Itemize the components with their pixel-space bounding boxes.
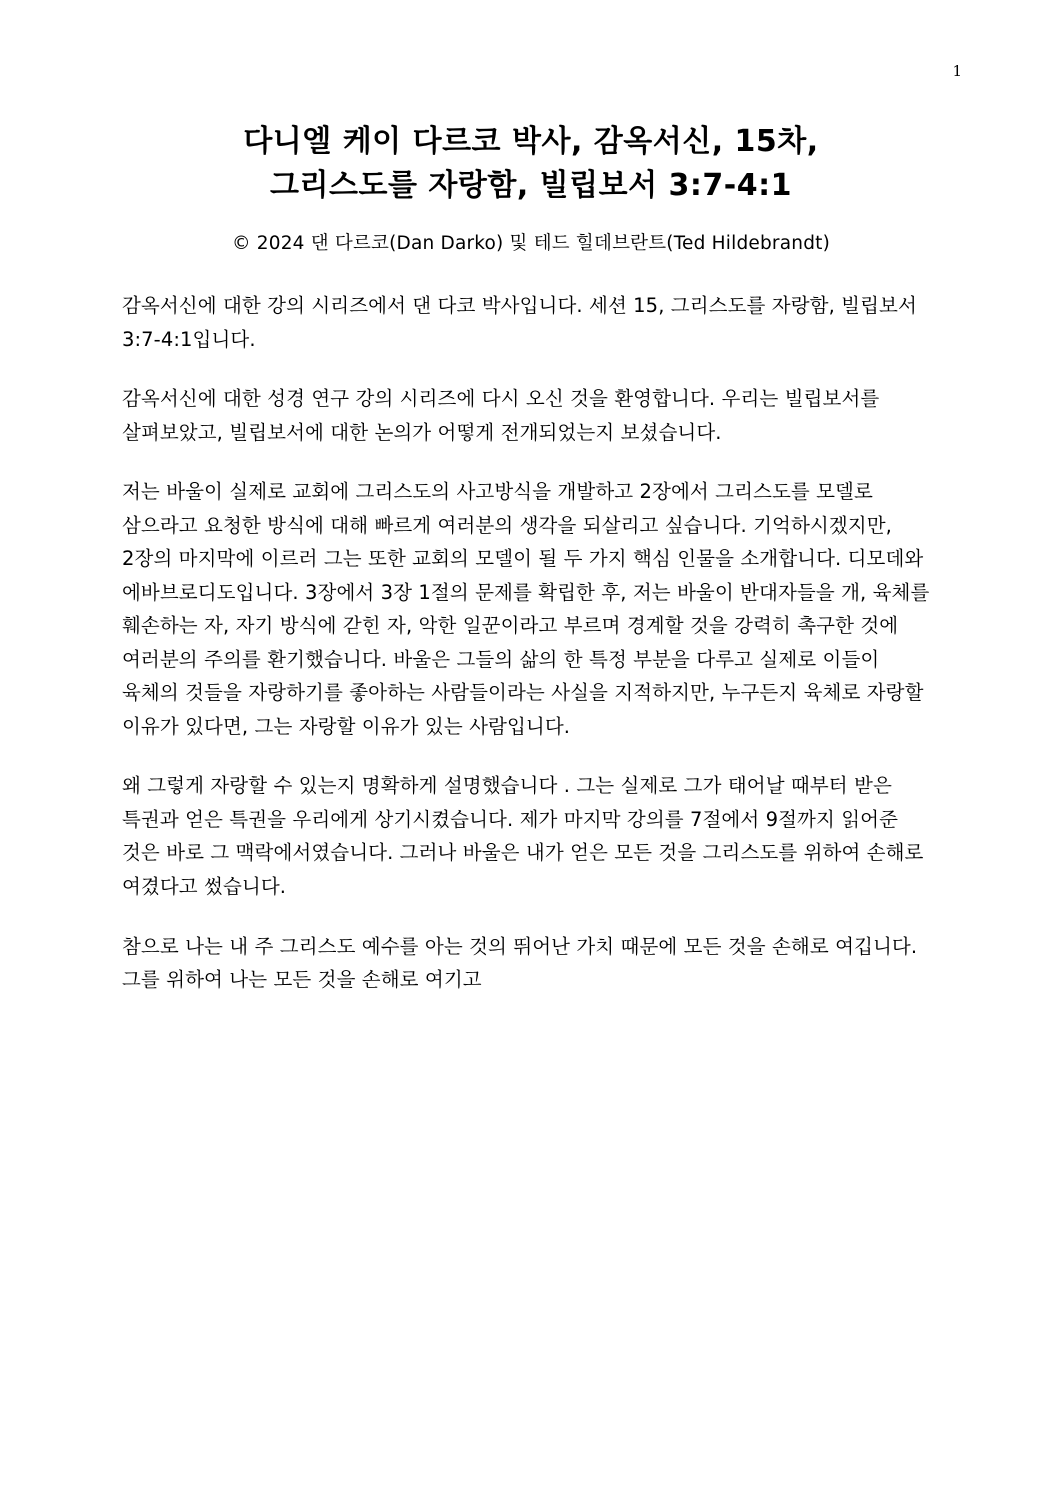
paragraph: 저는 바울이 실제로 교회에 그리스도의 사고방식을 개발하고 2장에서 그리스도를 모델로 삼으라고 요청한 방식에 대해 빠르게 여러분의 생각을 되살리고 싶습니다. 기억하시겠지만, 2장의 마지막에 이르러 그는 또한 교회의 모델이 될 두 가지 핵심 인물을 소개합니다. 디모데와 에바브로디도입니다. 3장에서 3장 1절의 문제를 확립한 후, 저는 바울이 반대자들을 개, 육체를 훼손하는 자, 자기 방식에 갇힌 자, 악한 일꾼이라고 부르며 경계할 것을 강력히 촉구한 것에 여러분의 주의를 환기했습니다. 바울은 그들의 삶의 한 특정 부분을 다루고 실제로 이들이 육체의 것들을 자랑하기를 좋아하는 사람들이라는 사실을 지적하지만, 누구든지 육체로 자랑할 이유가 있다면, 그는 자랑할 이유가 있는 사람입니다. [122, 480, 930, 738]
page-title [122, 120, 940, 207]
paragraph: 왜 그렇게 자랑할 수 있는지 명확하게 설명했습니다 . 그는 실제로 그가 태어날 때부터 받은 특권과 얻은 특권을 우리에게 상기시켰습니다. 제가 마지막 강의를 7절에서 9절까지 읽어준 것은 바로 그 맥락에서였습니다. 그러나 바울은 내가 얻은 모든 것을 그리스도를 위하여 손해로 여겼다고 썼습니다. [122, 774, 924, 898]
page-title-line-2: 그리스도를 자랑함, 빌립보서 3:7-4:1 [270, 167, 792, 203]
paragraph: 감옥서신에 대한 강의 시리즈에서 댄 다코 박사입니다. 세션 15, 그리스도를 자랑함, 빌립보서 3:7-4:1입니다. [122, 294, 917, 351]
paragraph: 감옥서신에 대한 성경 연구 강의 시리즈에 다시 오신 것을 환영합니다. 우리는 빌립보서를 살펴보았고, 빌립보서에 대한 논의가 어떻게 전개되었는지 보셨습니다. [122, 387, 880, 444]
body-text [122, 289, 940, 997]
page-title-line-1: 다니엘 케이 다르코 박사, 감옥서신, 15차, [243, 124, 819, 159]
paragraph: 참으로 나는 내 주 그리스도 예수를 아는 것의 뛰어난 가치 때문에 모든 것을 손해로 여깁니다. 그를 위하여 나는 모든 것을 손해로 여기고 [122, 934, 918, 992]
page-number: 1 [952, 62, 962, 80]
document-content [122, 120, 940, 997]
copyright-notice: © 2024 댄 다르코(Dan Darko) 및 테드 힐데브란트(Ted Hildebrandt) [231, 233, 831, 254]
